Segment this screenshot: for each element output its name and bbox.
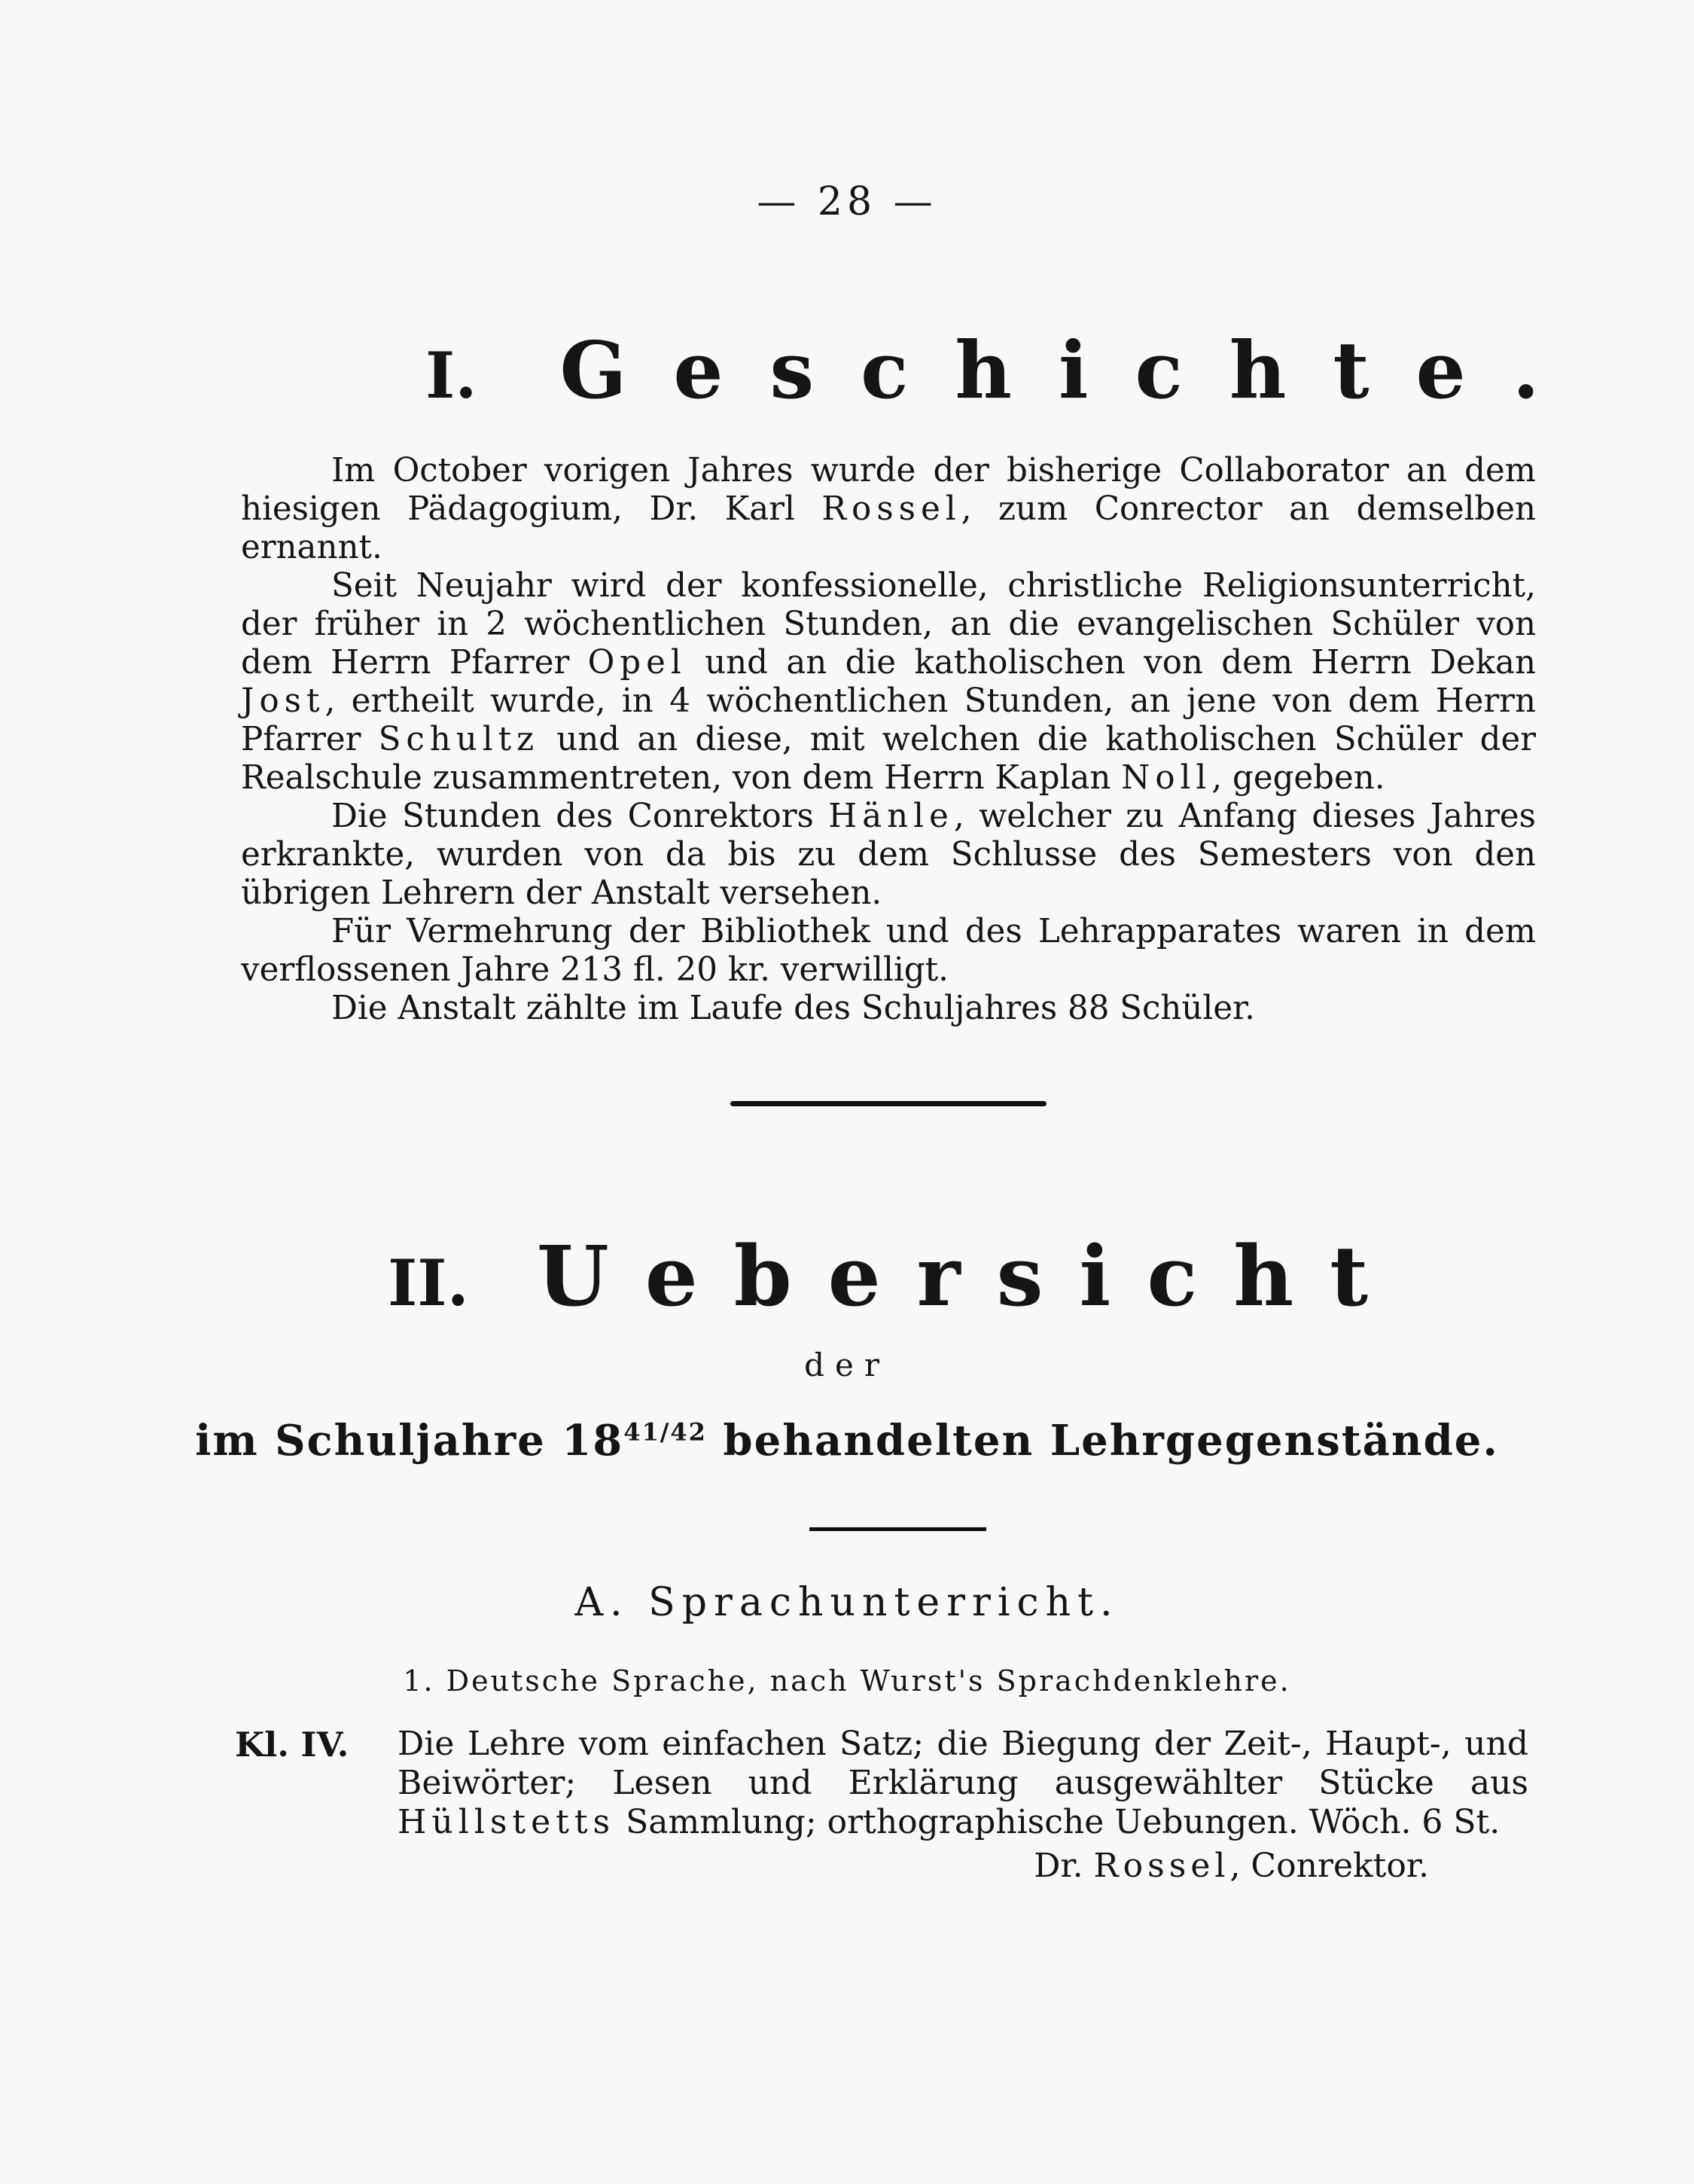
section-subtitle xyxy=(0,1416,1694,1466)
page-number: — 28 — xyxy=(757,179,937,224)
history-text xyxy=(241,452,1536,1028)
text-run: Die Lehre vom einfachen Satz; die Biegung der Zeit-, Haupt-, und Beiwörter; Lesen und Erklärung ausgewählter Stücke aus xyxy=(398,1725,1528,1802)
person-name: Schultz xyxy=(378,721,540,758)
text-run: Im October vorigen Jahres wurde der bisherige Collaborator an dem hiesigen Pädagogium, Dr. Karl xyxy=(241,452,1536,528)
year-fraction: 41/42 xyxy=(623,1417,707,1447)
text-run: , Conrektor. xyxy=(1229,1847,1429,1885)
person-name: Rossel xyxy=(1093,1847,1230,1885)
section-number: II. xyxy=(388,1246,469,1320)
paragraph: Die Anstalt zählte im Laufe des Schuljahres 88 Schüler. xyxy=(331,990,1255,1027)
text-run: im Schuljahre 18 xyxy=(195,1416,624,1466)
text-run: , welcher zu Anfang dieses Jahres erkrankte, wurden von da bis zu dem Schlusse des Semesters von den übrigen Lehrern der Anstalt versehen. xyxy=(241,798,1536,912)
paragraph xyxy=(241,798,1536,913)
person-name: Noll xyxy=(1121,759,1212,797)
class-description xyxy=(398,1725,1528,1842)
paragraph xyxy=(241,452,1536,567)
person-name: Hänle xyxy=(828,798,954,835)
text-run: Sammlung; orthographische Uebungen. Wöch. 6 St. xyxy=(615,1803,1501,1841)
text-run: , zum Conrector an demselben ernannt. xyxy=(241,490,1536,566)
section-title: Uebersicht xyxy=(536,1228,1405,1325)
heading-connector: der xyxy=(804,1347,890,1383)
subsection-title: 1. Deutsche Sprache, nach Wurst's Sprachdenklehre. xyxy=(403,1664,1291,1697)
text-run: behandelten Lehrgegenstände. xyxy=(706,1416,1499,1466)
text-run: , gegeben. xyxy=(1211,759,1385,797)
divider-rule xyxy=(809,1527,986,1531)
text-run: und an die katholischen von dem Herrn Dekan xyxy=(686,644,1536,682)
paragraph xyxy=(241,567,1536,798)
person-name: Rossel xyxy=(821,490,961,528)
text-run: , ertheilt wurde, in 4 wöchentlichen Stunden, an jene von dem Herrn Pfarrer xyxy=(241,682,1536,758)
text-run: Seit Neujahr wird der konfessionelle, christliche Religionsunterricht, der früher in 2 wöchentlichen Stunden, an die evangelischen Schüler von dem Herrn Pfarrer xyxy=(241,567,1536,682)
section-heading-geschichte xyxy=(425,324,1586,416)
divider-rule xyxy=(730,1101,1047,1106)
teacher-credit xyxy=(1034,1847,1429,1885)
paragraph: Für Vermehrung der Bibliothek und des Lehrapparates waren in dem verflossenen Jahre 213 fl. 20 kr. verwilligt. xyxy=(241,913,1536,989)
person-name: Opel xyxy=(587,644,687,682)
class-label: Kl. IV. xyxy=(235,1725,349,1765)
text-run: Die Stunden des Conrektors xyxy=(331,798,829,835)
person-name: Jost xyxy=(241,682,325,720)
section-heading-uebersicht xyxy=(388,1228,1404,1325)
section-title: Geschichte. xyxy=(559,324,1586,416)
subsection-heading: A. Sprachunterricht. xyxy=(574,1580,1120,1625)
text-run: und an diese, mit welchen die katholischen Schüler der Realschule zusammentreten, von dem Herrn Kaplan xyxy=(241,721,1536,797)
text-run: Dr. xyxy=(1034,1847,1094,1885)
person-name: Hüllstetts xyxy=(398,1803,616,1841)
section-number: I. xyxy=(425,338,477,413)
